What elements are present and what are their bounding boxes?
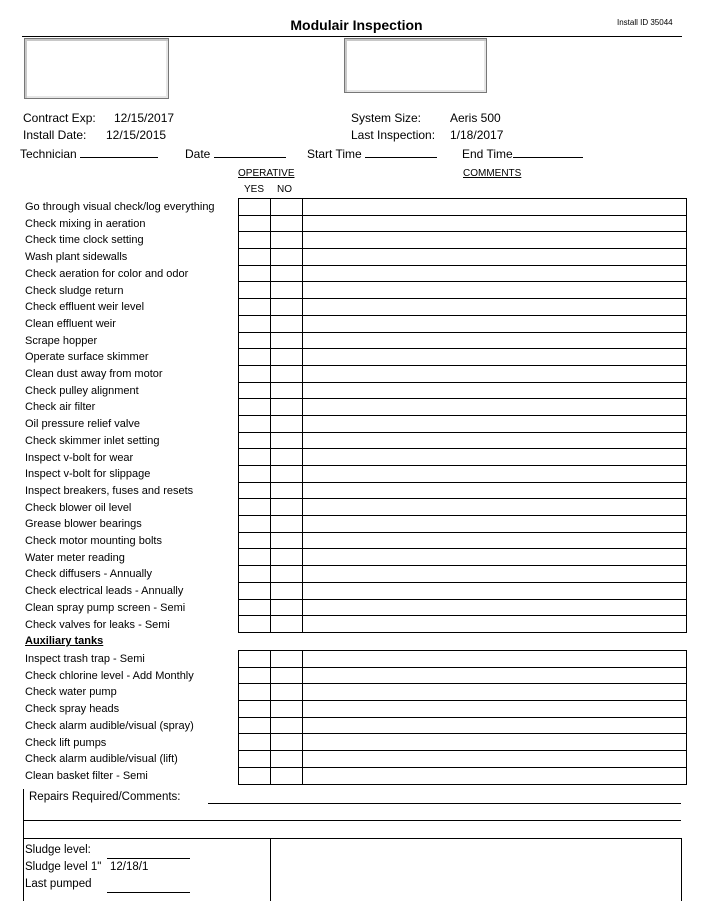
checklist-item-comment-cell[interactable] xyxy=(303,499,687,516)
auxiliary-item-yes-cell[interactable] xyxy=(239,701,271,718)
checklist-item-no-cell[interactable] xyxy=(271,232,303,249)
auxiliary-item-label: Check alarm audible/visual (spray) xyxy=(25,719,194,732)
auxiliary-item-yes-cell[interactable] xyxy=(239,651,271,668)
checklist-item-comment-cell[interactable] xyxy=(303,415,687,432)
checklist-item-comment-cell[interactable] xyxy=(303,599,687,616)
checklist-item-no-cell[interactable] xyxy=(271,249,303,266)
checklist-item-label: Check effluent weir level xyxy=(25,301,145,314)
checklist-item-row xyxy=(239,616,687,633)
checklist-item-yes-cell[interactable] xyxy=(239,466,271,483)
checklist-item-label: Inspect breakers, fuses and resets xyxy=(25,484,194,497)
sludge-level-label: Sludge level: xyxy=(25,844,91,856)
auxiliary-item-row xyxy=(239,751,687,768)
checklist-item-comment-cell[interactable] xyxy=(303,299,687,316)
checklist-item-row xyxy=(239,249,687,266)
checklist-item-no-cell[interactable] xyxy=(271,415,303,432)
no-header: NO xyxy=(277,184,292,195)
checklist-item-label: Check mixing in aeration xyxy=(25,217,146,230)
auxiliary-item-comment-cell[interactable] xyxy=(303,767,687,784)
footer-divider xyxy=(270,838,271,901)
checklist-item-no-cell[interactable] xyxy=(271,315,303,332)
checklist-item-yes-cell[interactable] xyxy=(239,332,271,349)
checklist-item-comment-cell[interactable] xyxy=(303,365,687,382)
checklist-item-yes-cell[interactable] xyxy=(239,232,271,249)
checklist-item-row xyxy=(239,332,687,349)
auxiliary-item-yes-cell[interactable] xyxy=(239,751,271,768)
checklist-item-comment-cell[interactable] xyxy=(303,199,687,216)
page-title: Modulair Inspection xyxy=(290,17,423,33)
system-size-value: Aeris 500 xyxy=(450,111,501,125)
checklist-item-yes-cell[interactable] xyxy=(239,265,271,282)
technician-line[interactable] xyxy=(80,146,158,158)
technician-label: Technician xyxy=(20,147,77,161)
checklist-item-no-cell[interactable] xyxy=(271,332,303,349)
checklist-item-label: Clean dust away from motor xyxy=(25,368,163,380)
end-time-field[interactable] xyxy=(462,146,583,161)
checklist-item-yes-cell[interactable] xyxy=(239,215,271,232)
auxiliary-item-row xyxy=(239,651,687,668)
checklist-item-comment-cell[interactable] xyxy=(303,215,687,232)
start-time-field[interactable] xyxy=(307,146,437,161)
checklist-item-label: Go through visual check/log everything xyxy=(25,201,215,213)
checklist-item-yes-cell[interactable] xyxy=(239,449,271,466)
checklist-item-yes-cell[interactable] xyxy=(239,482,271,499)
checklist-item-label: Grease blower bearings xyxy=(25,518,142,531)
checklist-item-comment-cell[interactable] xyxy=(303,516,687,533)
checklist-item-row xyxy=(239,415,687,432)
checklist-item-label: Wash plant sidewalls xyxy=(25,251,128,264)
checklist-item-no-cell[interactable] xyxy=(271,399,303,416)
checklist-item-yes-cell[interactable] xyxy=(239,415,271,432)
checklist-item-no-cell[interactable] xyxy=(271,582,303,599)
install-id: Install ID 35044 xyxy=(617,18,673,27)
auxiliary-item-no-cell[interactable] xyxy=(271,651,303,668)
checklist-item-yes-cell[interactable] xyxy=(239,349,271,366)
auxiliary-item-yes-cell[interactable] xyxy=(239,734,271,751)
checklist-item-yes-cell[interactable] xyxy=(239,566,271,583)
left-image-box xyxy=(24,38,169,99)
auxiliary-item-label: Check lift pumps xyxy=(25,736,107,749)
auxiliary-item-no-cell[interactable] xyxy=(271,684,303,701)
auxiliary-item-comment-cell[interactable] xyxy=(303,701,687,718)
checklist-item-yes-cell[interactable] xyxy=(239,549,271,566)
auxiliary-item-no-cell[interactable] xyxy=(271,751,303,768)
start-time-line[interactable] xyxy=(365,146,437,158)
checklist-item-no-cell[interactable] xyxy=(271,282,303,299)
checklist-item-no-cell[interactable] xyxy=(271,616,303,633)
checklist-item-comment-cell[interactable] xyxy=(303,282,687,299)
checklist-item-label: Check aeration for color and odor xyxy=(25,267,189,280)
checklist-item-comment-cell[interactable] xyxy=(303,449,687,466)
header-rule xyxy=(22,36,682,37)
sludge-level-1-label: Sludge level 1" xyxy=(25,861,102,873)
checklist-item-comment-cell[interactable] xyxy=(303,616,687,633)
auxiliary-item-row xyxy=(239,734,687,751)
checklist-item-row xyxy=(239,282,687,299)
checklist-item-comment-cell[interactable] xyxy=(303,349,687,366)
checklist-item-row xyxy=(239,399,687,416)
checklist-item-row xyxy=(239,265,687,282)
date-field[interactable] xyxy=(185,146,286,161)
checklist-item-label: Check blower oil level xyxy=(25,501,132,514)
auxiliary-item-label: Check chlorine level - Add Monthly xyxy=(25,669,194,682)
checklist-item-row xyxy=(239,549,687,566)
checklist-item-row xyxy=(239,365,687,382)
checklist-item-label: Check motor mounting bolts xyxy=(25,535,162,547)
system-size-label: System Size: xyxy=(351,111,422,125)
checklist-item-label: Scrape hopper xyxy=(25,334,98,347)
checklist-item-comment-cell[interactable] xyxy=(303,399,687,416)
checklist-item-comment-cell[interactable] xyxy=(303,332,687,349)
checklist-item-row xyxy=(239,466,687,483)
checklist-item-label: Check electrical leads - Annually xyxy=(25,585,184,598)
auxiliary-item-comment-cell[interactable] xyxy=(303,667,687,684)
auxiliary-item-row xyxy=(239,667,687,684)
checklist-item-comment-cell[interactable] xyxy=(303,582,687,599)
right-image-box xyxy=(344,38,487,93)
auxiliary-item-row xyxy=(239,717,687,734)
auxiliary-item-comment-cell[interactable] xyxy=(303,651,687,668)
checklist-item-yes-cell[interactable] xyxy=(239,382,271,399)
auxiliary-item-comment-cell[interactable] xyxy=(303,734,687,751)
checklist-item-row xyxy=(239,449,687,466)
checklist-item-row xyxy=(239,315,687,332)
checklist-item-no-cell[interactable] xyxy=(271,516,303,533)
end-time-line[interactable] xyxy=(513,146,583,158)
auxiliary-item-comment-cell[interactable] xyxy=(303,751,687,768)
checklist-item-yes-cell[interactable] xyxy=(239,516,271,533)
repairs-line-1[interactable] xyxy=(208,803,681,804)
auxiliary-item-no-cell[interactable] xyxy=(271,667,303,684)
sludge-level-line[interactable] xyxy=(107,858,190,859)
sludge-level-1-value: 12/18/1 xyxy=(110,861,149,873)
checklist-item-yes-cell[interactable] xyxy=(239,365,271,382)
checklist-item-comment-cell[interactable] xyxy=(303,382,687,399)
last-inspection-label: Last Inspection: xyxy=(351,128,436,142)
checklist-item-label: Check air filter xyxy=(25,401,96,414)
footer-right-border xyxy=(681,838,682,901)
checklist-item-row xyxy=(239,299,687,316)
checklist-item-yes-cell[interactable] xyxy=(239,616,271,633)
auxiliary-item-label: Check alarm audible/visual (lift) xyxy=(25,753,178,766)
checklist-item-no-cell[interactable] xyxy=(271,299,303,316)
checklist-item-no-cell[interactable] xyxy=(271,466,303,483)
checklist-item-comment-cell[interactable] xyxy=(303,466,687,483)
checklist-item-comment-cell[interactable] xyxy=(303,432,687,449)
checklist-item-row xyxy=(239,232,687,249)
checklist-item-no-cell[interactable] xyxy=(271,349,303,366)
checklist-item-no-cell[interactable] xyxy=(271,365,303,382)
checklist-item-label: Clean spray pump screen - Semi xyxy=(25,601,186,614)
checklist-item-label: Operate surface skimmer xyxy=(25,351,149,364)
checklist-item-row xyxy=(239,432,687,449)
last-pumped-line[interactable] xyxy=(107,892,190,893)
checklist-item-comment-cell[interactable] xyxy=(303,482,687,499)
checklist-grid xyxy=(238,198,687,633)
checklist-item-no-cell[interactable] xyxy=(271,265,303,282)
checklist-item-row xyxy=(239,532,687,549)
auxiliary-item-comment-cell[interactable] xyxy=(303,684,687,701)
auxiliary-item-yes-cell[interactable] xyxy=(239,767,271,784)
footer-left-border xyxy=(23,789,24,901)
auxiliary-grid xyxy=(238,650,687,785)
checklist-item-no-cell[interactable] xyxy=(271,566,303,583)
auxiliary-item-label: Inspect trash trap - Semi xyxy=(25,653,145,665)
checklist-item-yes-cell[interactable] xyxy=(239,582,271,599)
checklist-item-yes-cell[interactable] xyxy=(239,599,271,616)
install-date-label: Install Date: xyxy=(23,128,87,142)
checklist-item-comment-cell[interactable] xyxy=(303,265,687,282)
auxiliary-item-no-cell[interactable] xyxy=(271,701,303,718)
checklist-item-label: Water meter reading xyxy=(25,551,125,564)
checklist-item-row xyxy=(239,566,687,583)
checklist-item-yes-cell[interactable] xyxy=(239,399,271,416)
checklist-item-label: Clean effluent weir xyxy=(25,317,116,330)
auxiliary-item-label: Check spray heads xyxy=(25,703,120,716)
date-line[interactable] xyxy=(214,146,286,158)
checklist-item-row xyxy=(239,215,687,232)
checklist-item-row xyxy=(239,599,687,616)
checklist-item-no-cell[interactable] xyxy=(271,549,303,566)
checklist-item-label: Check pulley alignment xyxy=(25,384,139,397)
auxiliary-item-no-cell[interactable] xyxy=(271,767,303,784)
auxiliary-item-no-cell[interactable] xyxy=(271,734,303,751)
checklist-item-no-cell[interactable] xyxy=(271,449,303,466)
checklist-item-no-cell[interactable] xyxy=(271,215,303,232)
start-time-label: Start Time xyxy=(307,147,362,161)
checklist-item-label: Check valves for leaks - Semi xyxy=(25,618,170,631)
checklist-item-yes-cell[interactable] xyxy=(239,199,271,216)
checklist-item-label: Inspect v-bolt for slippage xyxy=(25,468,151,481)
end-time-label: End Time xyxy=(462,147,513,161)
auxiliary-item-no-cell[interactable] xyxy=(271,717,303,734)
contract-exp-value: 12/15/2017 xyxy=(114,111,175,125)
checklist-item-label: Inspect v-bolt for wear xyxy=(25,451,134,464)
operative-header: OPERATIVE xyxy=(238,168,295,179)
checklist-item-yes-cell[interactable] xyxy=(239,499,271,516)
last-inspection-value: 1/18/2017 xyxy=(450,128,504,142)
checklist-item-no-cell[interactable] xyxy=(271,599,303,616)
checklist-item-no-cell[interactable] xyxy=(271,382,303,399)
checklist-item-comment-cell[interactable] xyxy=(303,315,687,332)
auxiliary-item-yes-cell[interactable] xyxy=(239,684,271,701)
checklist-item-no-cell[interactable] xyxy=(271,482,303,499)
auxiliary-item-yes-cell[interactable] xyxy=(239,667,271,684)
checklist-item-label: Check diffusers - Annually xyxy=(25,568,152,581)
checklist-item-comment-cell[interactable] xyxy=(303,532,687,549)
checklist-item-yes-cell[interactable] xyxy=(239,299,271,316)
checklist-item-label: Check sludge return xyxy=(25,284,124,297)
checklist-item-row xyxy=(239,582,687,599)
checklist-item-yes-cell[interactable] xyxy=(239,249,271,266)
auxiliary-heading: Auxiliary tanks xyxy=(25,635,104,647)
checklist-item-row xyxy=(239,349,687,366)
checklist-item-row xyxy=(239,499,687,516)
checklist-item-yes-cell[interactable] xyxy=(239,532,271,549)
install-date-value: 12/15/2015 xyxy=(106,128,167,142)
auxiliary-item-row xyxy=(239,701,687,718)
comments-header: COMMENTS xyxy=(463,168,522,179)
checklist-item-no-cell[interactable] xyxy=(271,199,303,216)
repairs-label: Repairs Required/Comments: xyxy=(29,791,181,803)
checklist-item-no-cell[interactable] xyxy=(271,432,303,449)
checklist-item-yes-cell[interactable] xyxy=(239,432,271,449)
checklist-item-row xyxy=(239,382,687,399)
checklist-item-comment-cell[interactable] xyxy=(303,566,687,583)
auxiliary-item-comment-cell[interactable] xyxy=(303,717,687,734)
auxiliary-item-label: Clean basket filter - Semi xyxy=(25,769,148,782)
checklist-item-no-cell[interactable] xyxy=(271,532,303,549)
checklist-item-row xyxy=(239,482,687,499)
checklist-item-yes-cell[interactable] xyxy=(239,282,271,299)
yes-header: YES xyxy=(244,184,265,195)
date-label: Date xyxy=(185,147,211,161)
checklist-item-comment-cell[interactable] xyxy=(303,549,687,566)
checklist-item-label: Check time clock setting xyxy=(25,234,144,247)
checklist-item-yes-cell[interactable] xyxy=(239,315,271,332)
checklist-item-label: Oil pressure relief valve xyxy=(25,418,140,431)
auxiliary-item-label: Check water pump xyxy=(25,686,117,699)
checklist-item-no-cell[interactable] xyxy=(271,499,303,516)
checklist-item-comment-cell[interactable] xyxy=(303,232,687,249)
checklist-item-row xyxy=(239,516,687,533)
auxiliary-item-row xyxy=(239,767,687,784)
contract-exp-label: Contract Exp: xyxy=(23,111,96,125)
technician-field[interactable] xyxy=(20,146,158,161)
repairs-line-3[interactable] xyxy=(23,838,681,839)
checklist-item-row xyxy=(239,199,687,216)
auxiliary-item-yes-cell[interactable] xyxy=(239,717,271,734)
checklist-item-label: Check skimmer inlet setting xyxy=(25,434,160,447)
auxiliary-item-row xyxy=(239,684,687,701)
repairs-line-2[interactable] xyxy=(23,820,681,821)
last-pumped-label: Last pumped xyxy=(25,878,92,890)
checklist-item-comment-cell[interactable] xyxy=(303,249,687,266)
